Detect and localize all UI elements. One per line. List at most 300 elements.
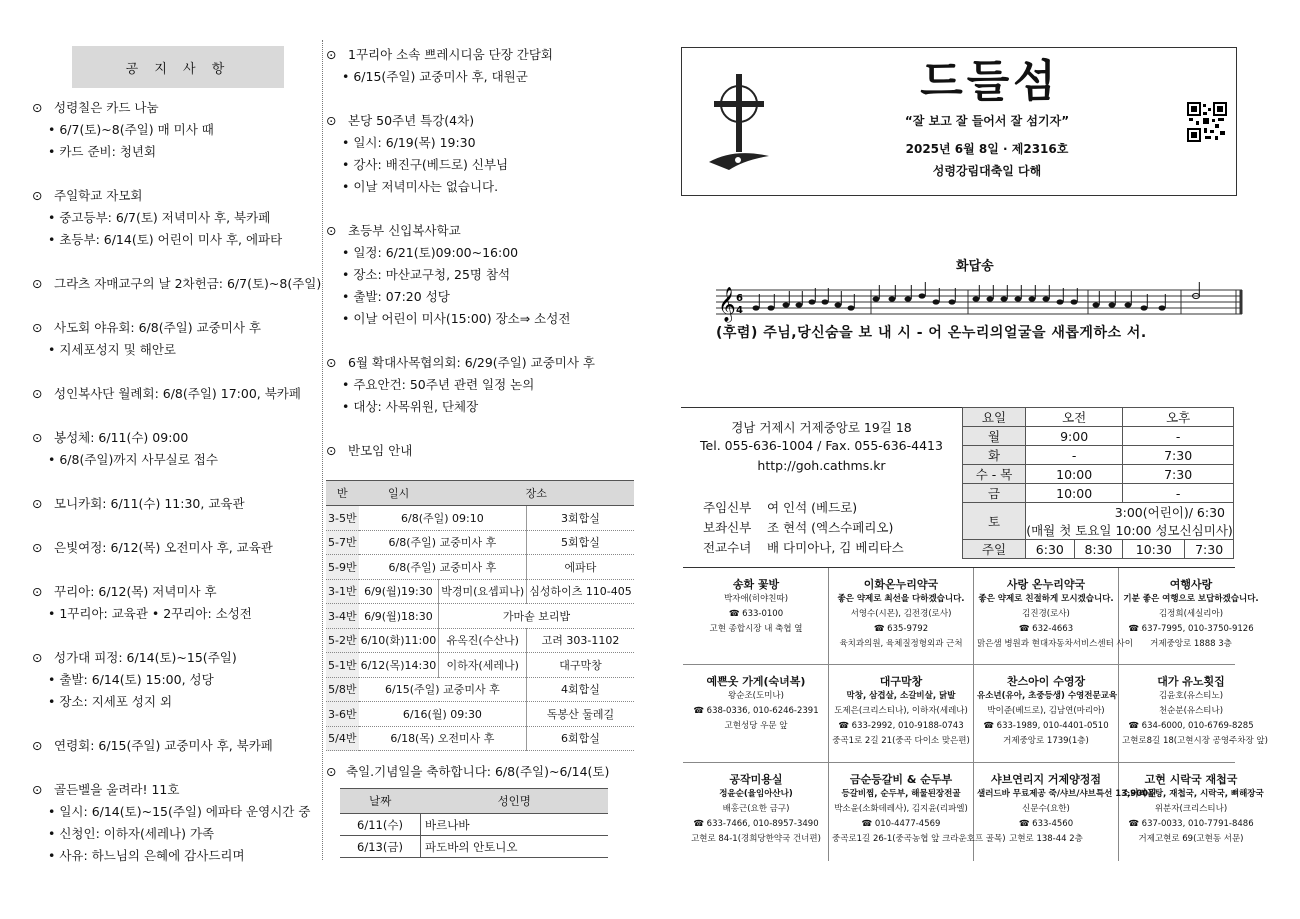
notice-item-title: [32, 317, 332, 339]
notice-item-heading: 성인복사단 월례회: 6/8(주일) 17:00, 북카페: [54, 386, 301, 401]
advertisement-line: 고현로 84-1(경희당한약국 건너편): [691, 834, 821, 844]
music-note: [768, 305, 775, 310]
notice-item-title: [32, 647, 332, 669]
music-note: [1093, 302, 1100, 307]
notice-item-detail: • 사유: 하느님의 은혜에 감사드리며: [32, 845, 332, 867]
notice-item-heading: 봉성체: 6/11(수) 09:00: [54, 430, 189, 445]
music-note: [753, 305, 760, 310]
music-note: [1159, 305, 1166, 310]
advertisement: [687, 763, 825, 860]
notice-item-heading: 성령칠은 카드 나눔: [54, 100, 159, 115]
music-note: [783, 302, 790, 307]
notice-item-detail: • 6/8(주일)까지 사무실로 접수: [32, 449, 332, 471]
notice-item-detail: • 6/15(주일) 교중미사 후, 대원군: [326, 66, 626, 88]
advertisement: [977, 763, 1157, 860]
advertisement-line: ☎ 633-4560: [1018, 819, 1074, 829]
advertisement-line: ☎ 633-2992, 010-9188-0743: [838, 721, 964, 731]
advertisement: [1122, 763, 1264, 860]
place-header: 장소: [439, 481, 634, 506]
ban-host: 유옥진(수산나): [439, 628, 527, 653]
music-note: [822, 299, 829, 304]
advertisement-line: 박자애(히야친따): [723, 594, 789, 604]
music-note: [933, 299, 940, 304]
advertisement-line: 좋은 약제로 최선을 다하겠습니다.: [837, 594, 965, 604]
ban-name: 5/4반: [326, 726, 359, 751]
music-note: [1071, 299, 1078, 304]
song-lyrics: (후렴) 주님,당신숨을 보 내 시 - 어 온누리의얼굴을 새롭게하소 서.: [716, 325, 1147, 341]
ban-date: 6/15(주일) 교중미사 후: [359, 677, 527, 702]
qr-code-icon[interactable]: [1187, 102, 1227, 142]
notice-item-title: [32, 185, 332, 207]
advertisement-line: ☎ 637-0033, 010-7791-8486: [1128, 819, 1254, 829]
grid-divider: [1118, 568, 1119, 861]
ban-name: 5/8반: [326, 677, 359, 702]
advertisement-line: 고현 종합시장 내 축협 옆: [709, 624, 803, 634]
advertisement-line: 배홍근(요한 금구): [722, 804, 790, 814]
notice-item-detail: • 이날 어린이 미사(15:00) 장소⇒ 소성전: [326, 308, 626, 330]
advertisement-title: 송화 꽃방: [732, 578, 780, 591]
bullet-icon: ⊙: [326, 355, 337, 370]
advertisement-line: ☎ 633-1989, 010-4401-0510: [983, 721, 1109, 731]
music-note: [949, 299, 956, 304]
advertisement: [1122, 568, 1260, 665]
music-note: [873, 296, 880, 301]
notice-item-heading: 모니카회: 6/11(수) 11:30, 교육관: [54, 496, 245, 511]
notice-item-title: [32, 779, 332, 801]
notice-item-title: [32, 427, 332, 449]
music-note: [809, 299, 816, 304]
advertisement: [977, 568, 1133, 665]
ban-name: 5-1반: [326, 653, 359, 678]
table-row: [963, 484, 1234, 503]
advertisement-line: 맑은샘 병원과 현대자동차서비스센터 사이: [977, 639, 1133, 649]
notice-item-heading: 그라츠 자매교구의 날 2차헌금: 6/7(토)~8(주일): [54, 276, 322, 291]
notice-item-detail: • 중고등부: 6/7(토) 저녁미사 후, 북카페: [32, 207, 332, 229]
mass-pm: 7:30: [1123, 446, 1234, 465]
notice-item-detail: • 카드 준비: 청년회: [32, 141, 332, 163]
advertisement-line: ☎ 633-0100: [728, 609, 784, 619]
notice-item-detail: • 1꾸리아: 교육관 • 2꾸리아: 소성전: [32, 603, 332, 625]
advertisement-title: 이화온누리약국: [863, 578, 939, 591]
notice-item-heading: 1꾸리아 소속 쁘레시디움 단장 간담회: [348, 47, 553, 62]
music-note: [1109, 302, 1116, 307]
notice-item-title: [32, 581, 332, 603]
notice-item-detail: • 6/7(토)~8(주일) 매 미사 때: [32, 119, 332, 141]
advertisement-title: 예쁜옷 가게(숙녀복): [706, 675, 806, 688]
ban-date: 6/9(월)19:30: [359, 579, 439, 604]
date-header: 일시: [359, 481, 439, 506]
table-row: [326, 506, 634, 531]
advertisement-line: 위분자(크리스티나): [1154, 804, 1228, 814]
bullet-icon: ⊙: [32, 430, 43, 445]
mass-sun-time: 7:30: [1185, 540, 1234, 559]
mass-schedule-table: [962, 407, 1234, 559]
advertisement-line: 도제은(크리스티나), 이하자(세레나): [834, 706, 968, 716]
advertisement: [832, 568, 970, 665]
advertisement-line: 김진경(로사): [1022, 609, 1070, 619]
notice-item-title: [326, 220, 626, 242]
music-note: [987, 296, 994, 301]
advertisement-line: 고현성당 우문 앞: [724, 721, 788, 731]
ban-header: 반: [326, 481, 359, 506]
clergy-row: [703, 498, 857, 516]
svg-text:4: 4: [736, 305, 743, 316]
ban-date: 6/16(월) 09:30: [359, 702, 527, 727]
notice-item-detail: • 일시: 6/14(토)~15(주일) 에파타 운영시간 중: [32, 801, 332, 823]
notice-item-heading: 연령회: 6/15(주일) 교중미사 후, 북카페: [54, 738, 273, 753]
notice-item-detail: • 대상: 사목위원, 단체장: [326, 396, 626, 418]
advertisement-title: 찬스아이 수영장: [1006, 675, 1086, 688]
ban-date: 6/9(월)18:30: [359, 604, 439, 629]
notice-item-detail: • 신청인: 이하자(세레나) 가족: [32, 823, 332, 845]
ban-name: 3-5반: [326, 506, 359, 531]
notice-item: [32, 735, 332, 757]
mass-am: 9:00: [1026, 427, 1123, 446]
saint-date-header: 날짜: [340, 789, 421, 814]
notice-item-heading: 사도회 야유회: 6/8(주일) 교중미사 후: [54, 320, 261, 335]
clergy-role: 보좌신부: [703, 520, 752, 535]
table-row: [326, 555, 634, 580]
notice-item-title: [326, 110, 626, 132]
mass-am: 10:00: [1026, 484, 1123, 503]
notice-item-title: [326, 44, 626, 66]
advertisement-line: 고현로8길 18(고현시장 공영주차장 앞): [1122, 736, 1268, 746]
mass-day: 월: [963, 427, 1026, 446]
ban-place: 고려 303-1102: [527, 628, 634, 653]
notice-item: [32, 493, 332, 515]
notice-item: [32, 185, 332, 251]
notice-item-heading: 반모임 안내: [348, 443, 413, 458]
notice-item-detail: • 지세포성지 및 해안로: [32, 339, 332, 361]
table-row: [340, 836, 608, 858]
table-row: [963, 465, 1234, 484]
feast-name: 성령강림대축일 다해: [932, 164, 1042, 178]
saint-name-header: 성인명: [421, 789, 609, 814]
ban-host: 박경미(요셉피나): [439, 579, 527, 604]
advertisement-line: 신문수(요한): [1022, 804, 1070, 814]
am-header: 오전: [1026, 408, 1123, 427]
notice-item-title: [32, 383, 332, 405]
bullet-icon: ⊙: [32, 496, 43, 511]
mass-sat-note: (매월 첫 토요일 10:00 성모신심미사): [1026, 523, 1233, 538]
advertisement-line: ☎ 633-7466, 010-8957-3490: [693, 819, 819, 829]
music-note: [889, 296, 896, 301]
table-row: [326, 628, 634, 653]
advertisement: [1122, 665, 1268, 762]
notice-item-heading: 성가대 피정: 6/14(토)~15(주일): [54, 650, 237, 665]
advertisement-line: 김윤호(유스티노): [1158, 691, 1224, 701]
table-row: [963, 427, 1234, 446]
mass-day: 화: [963, 446, 1026, 465]
ban-name: 5-2반: [326, 628, 359, 653]
table-row: [326, 530, 634, 555]
saint-name: 파도바의 안토니오: [421, 836, 609, 858]
notice-item-detail: • 초등부: 6/14(토) 어린이 미사 후, 에파타: [32, 229, 332, 251]
parish-info: [681, 407, 962, 565]
ban-place: 4회합실: [527, 677, 634, 702]
advertisement-line: 중곡로1길 26-1(중곡농협 앞 크라운호프 골목): [832, 834, 1006, 844]
notice-item-title: [32, 493, 332, 515]
notice-item-title: [32, 735, 332, 757]
table-row: [340, 814, 608, 836]
saint-date: 6/11(수): [340, 814, 421, 836]
notice-item-detail: • 장소: 마산교구청, 25명 참석: [326, 264, 626, 286]
notice-item: [32, 97, 332, 163]
mass-day: 수 - 목: [963, 465, 1026, 484]
table-row: [326, 702, 634, 727]
advertisement: [977, 665, 1118, 762]
notice-item-detail: • 주요안건: 50주년 관련 일정 논의: [326, 374, 626, 396]
advertisement-line: 기분 좋은 여행으로 보답하겠습니다.: [1123, 594, 1259, 604]
mass-am: 10:00: [1026, 465, 1123, 484]
notice-item: [326, 220, 626, 330]
saints-table: [340, 788, 608, 858]
ban-name: 3-6반: [326, 702, 359, 727]
bullet-icon: ⊙: [32, 188, 43, 203]
notice-item-detail: • 이날 저녁미사는 없습니다.: [326, 176, 626, 198]
day-header: 요일: [963, 408, 1026, 427]
notice-item-detail: • 일시: 6/19(목) 19:30: [326, 132, 626, 154]
advertisement-title: 고현 시락국 재첩국: [1144, 773, 1238, 786]
clergy-role: 주임신부: [703, 500, 752, 515]
ban-place: 에파타: [527, 555, 634, 580]
advertisement-line: 유소년(유아, 초중등생) 수영전문교육: [977, 691, 1118, 701]
mass-day: 토: [963, 503, 1026, 540]
advertisement-line: ☎ 010-4477-4569: [861, 819, 941, 829]
notice-item-detail: • 강사: 배진구(베드로) 신부님: [326, 154, 626, 176]
advertisement-line: 막창, 삼겹살, 소갈비살, 닭발: [846, 691, 956, 701]
notice-item: [32, 779, 332, 867]
advertisement: [832, 665, 970, 762]
advertisement-line: ☎ 632-4663: [1018, 624, 1074, 634]
bullet-icon: ⊙: [32, 276, 43, 291]
music-note: [919, 293, 926, 298]
ban-date: 6/8(주일) 교중미사 후: [359, 555, 527, 580]
advertisement: [832, 763, 1006, 860]
ban-date: 6/18(목) 오전미사 후: [359, 726, 527, 751]
notice-item-heading: 골든벨을 울려라! 11호: [54, 782, 180, 797]
mass-sun-time: 10:30: [1123, 540, 1185, 559]
ban-date: 6/8(주일) 09:10: [359, 506, 527, 531]
advertisement-title: 샤브연리지 거제양정점: [990, 773, 1102, 786]
notice-item: [32, 273, 332, 295]
song-title: 화답송: [956, 259, 994, 274]
ban-place: 가마솥 보리밥: [439, 604, 634, 629]
advertisement-line: 등갈비찜, 순두부, 해물된장전골: [841, 789, 961, 799]
notice-item-heading: 초등부 신입복사학교: [348, 223, 461, 238]
pm-header: 오후: [1123, 408, 1234, 427]
notice-item: [326, 352, 626, 418]
notice-item: [32, 383, 332, 405]
bullet-icon: ⊙: [32, 738, 43, 753]
issue-date: 2025년 6월 8일 · 제2316호: [905, 142, 1069, 156]
table-row: [326, 604, 634, 629]
clergy-row: [703, 518, 893, 536]
ban-name: 5-7반: [326, 530, 359, 555]
grid-divider: [973, 568, 974, 861]
notice-item: [32, 581, 332, 625]
mass-pm: -: [1123, 427, 1234, 446]
mass-sun-time: 8:30: [1074, 540, 1123, 559]
notice-item-heading: 은빛여정: 6/12(목) 오전미사 후, 교육관: [54, 540, 273, 555]
music-note: [848, 305, 855, 310]
ban-host: 이하자(세레나): [439, 653, 527, 678]
advertisement-line: 좋은 약제로 친절하게 모시겠습니다.: [978, 594, 1114, 604]
notice-item-title: [326, 352, 626, 374]
notice-item-detail: • 출발: 6/14(토) 15:00, 성당: [32, 669, 332, 691]
music-staff: [716, 284, 1246, 320]
bullet-icon: ⊙: [32, 540, 43, 555]
advertisement-title: 사랑 온누리약국: [1006, 578, 1086, 591]
music-note: [1057, 299, 1064, 304]
music-note: [1141, 305, 1148, 310]
notice-item-title: [326, 440, 626, 462]
advertisement-line: 김정희(세실리아): [1158, 609, 1224, 619]
saints-title-row: [326, 762, 609, 780]
clergy-name: 여 인석 (베드로): [767, 500, 858, 515]
ban-meeting-table: [326, 480, 634, 751]
masthead-title: 드들섬: [920, 56, 1060, 107]
notice-item: [32, 647, 332, 713]
music-note: [796, 302, 803, 307]
notice-title: 공 지 사 항: [72, 46, 284, 88]
advertisement-line: 거제중앙로 1739(1층): [1003, 736, 1089, 746]
bullet-icon: ⊙: [32, 782, 43, 797]
bullet-icon: ⊙: [32, 100, 43, 115]
cross-logo-icon: [704, 70, 774, 175]
advertisement-line: 고현로 138-44 2층: [1009, 834, 1083, 844]
mass-sat-pm: 3:00(어린이)/ 6:30: [1026, 503, 1234, 522]
music-note: [1043, 296, 1050, 301]
bullet-icon: ⊙: [326, 47, 337, 62]
table-row: [963, 540, 1234, 559]
table-row: [326, 579, 634, 604]
music-note: [905, 296, 912, 301]
advertisement-line: 육치과의원, 육체질정형외과 근처: [839, 639, 963, 649]
ban-place: 6회합실: [527, 726, 634, 751]
notice-item-title: [32, 273, 332, 295]
ban-place: 대구막창: [527, 653, 634, 678]
advertisement-title: 공작미용실: [729, 773, 783, 786]
table-row: [326, 653, 634, 678]
mass-day: 주일: [963, 540, 1026, 559]
notice-item-detail: • 장소: 지세포 성지 외: [32, 691, 332, 713]
svg-text:𝄞: 𝄞: [718, 287, 736, 322]
ban-date: 6/12(목)14:30: [359, 653, 439, 678]
ban-place: 심성하이츠 110-405: [527, 579, 634, 604]
music-note: [1015, 296, 1022, 301]
bullet-icon: ⊙: [326, 764, 337, 779]
mass-pm: 7:30: [1123, 465, 1234, 484]
advertisement-line: 정윤순(율임아산나): [719, 789, 793, 799]
ban-name: 3-1반: [326, 579, 359, 604]
advertisement-title: 여행사랑: [1169, 578, 1213, 591]
column-divider: [322, 40, 323, 860]
advertisement-grid: [683, 567, 1268, 861]
ban-place: 5회합실: [527, 530, 634, 555]
ban-name: 5-9반: [326, 555, 359, 580]
advertisement-line: 거제중앙로 1888 3층: [1150, 639, 1232, 649]
mass-am: -: [1026, 446, 1123, 465]
parish-phone: Tel. 055-636-1004 / Fax. 055-636-4413: [700, 438, 943, 453]
advertisement-line: 서영수(시몬), 김전경(로사): [850, 609, 952, 619]
advertisement-line: ☎ 634-6000, 010-6769-8285: [1128, 721, 1254, 731]
grid-divider: [828, 568, 829, 861]
table-row: [963, 446, 1234, 465]
advertisement-title: 대구막창: [879, 675, 923, 688]
ban-date: 6/10(화)11:00: [359, 628, 439, 653]
advertisement-line: 박이준(베드로), 김남연(마리아): [987, 706, 1105, 716]
advertisement-line: 중곡1로 2길 21(중곡 다이소 맞은편): [832, 736, 970, 746]
clergy-row: [703, 538, 904, 556]
bullet-icon: ⊙: [32, 650, 43, 665]
notice-item: [32, 317, 332, 361]
music-note: [973, 296, 980, 301]
notice-item-heading: 6월 확대사목협의회: 6/29(주일) 교중미사 후: [348, 355, 596, 370]
saints-title: 축일.기념일을 축하합니다: 6/8(주일)~6/14(토): [346, 764, 610, 779]
clergy-role: 전교수녀: [703, 540, 752, 555]
table-row: [326, 677, 634, 702]
advertisement-line: 박소윤(소화데레사), 김지윤(리파엘): [834, 804, 968, 814]
parish-address: 경남 거제시 거제중앙로 19길 18: [731, 420, 912, 435]
advertisement-line: ☎ 635-9792: [873, 624, 929, 634]
notice-item: [32, 427, 332, 471]
music-note: [1001, 296, 1008, 301]
notice-item: [326, 440, 626, 462]
notice-item-heading: 꾸리아: 6/12(목) 저녁미사 후: [54, 584, 217, 599]
notice-item-heading: 본당 50주년 특강(4차): [348, 113, 475, 128]
svg-text:6: 6: [736, 293, 743, 304]
table-row: [326, 726, 634, 751]
advertisement-line: 천순분(유스티나): [1158, 706, 1224, 716]
notice-item: [326, 110, 626, 198]
ban-place: 3회합실: [527, 506, 634, 531]
notice-item: [32, 537, 332, 559]
bullet-icon: ⊙: [326, 443, 337, 458]
ban-name: 3-4반: [326, 604, 359, 629]
advertisement-line: 샐러드바 무료제공 죽/샤브/샤브특선 13,900원: [977, 789, 1157, 799]
music-note: [1125, 302, 1132, 307]
notice-item-heading: 주일학교 자모회: [54, 188, 143, 203]
notice-item-title: [32, 97, 332, 119]
notice-item: [326, 44, 626, 88]
saint-date: 6/13(금): [340, 836, 421, 858]
table-row: [963, 503, 1234, 522]
music-note: [1029, 296, 1036, 301]
advertisement-line: 거제고현로 69(고현동 서문): [1138, 834, 1244, 844]
music-note: [835, 302, 842, 307]
notice-item-title: [32, 537, 332, 559]
bullet-icon: ⊙: [32, 320, 43, 335]
bullet-icon: ⊙: [326, 223, 337, 238]
advertisement: [687, 568, 825, 665]
ban-place: 독봉산 둘레길: [527, 702, 634, 727]
advertisement-line: 소머리곰탕, 재첩국, 시락국, 뼈해장국: [1122, 789, 1264, 799]
clergy-name: 배 다미아나, 김 베리타스: [767, 540, 904, 555]
advertisement: [687, 665, 825, 762]
advertisement-title: 금순등갈비 & 순두부: [849, 773, 953, 786]
parish-url[interactable]: http://goh.cathms.kr: [757, 458, 886, 473]
ban-date: 6/8(주일) 교중미사 후: [359, 530, 527, 555]
advertisement-line: ☎ 638-0336, 010-6246-2391: [693, 706, 819, 716]
notice-item-detail: • 일정: 6/21(토)09:00~16:00: [326, 242, 626, 264]
mass-pm: -: [1123, 484, 1234, 503]
notice-item-detail: • 출발: 07:20 성당: [326, 286, 626, 308]
bullet-icon: ⊙: [326, 113, 337, 128]
mass-day: 금: [963, 484, 1026, 503]
advertisement-title: 대가 유노횟집: [1157, 675, 1225, 688]
masthead-box: [681, 47, 1237, 196]
